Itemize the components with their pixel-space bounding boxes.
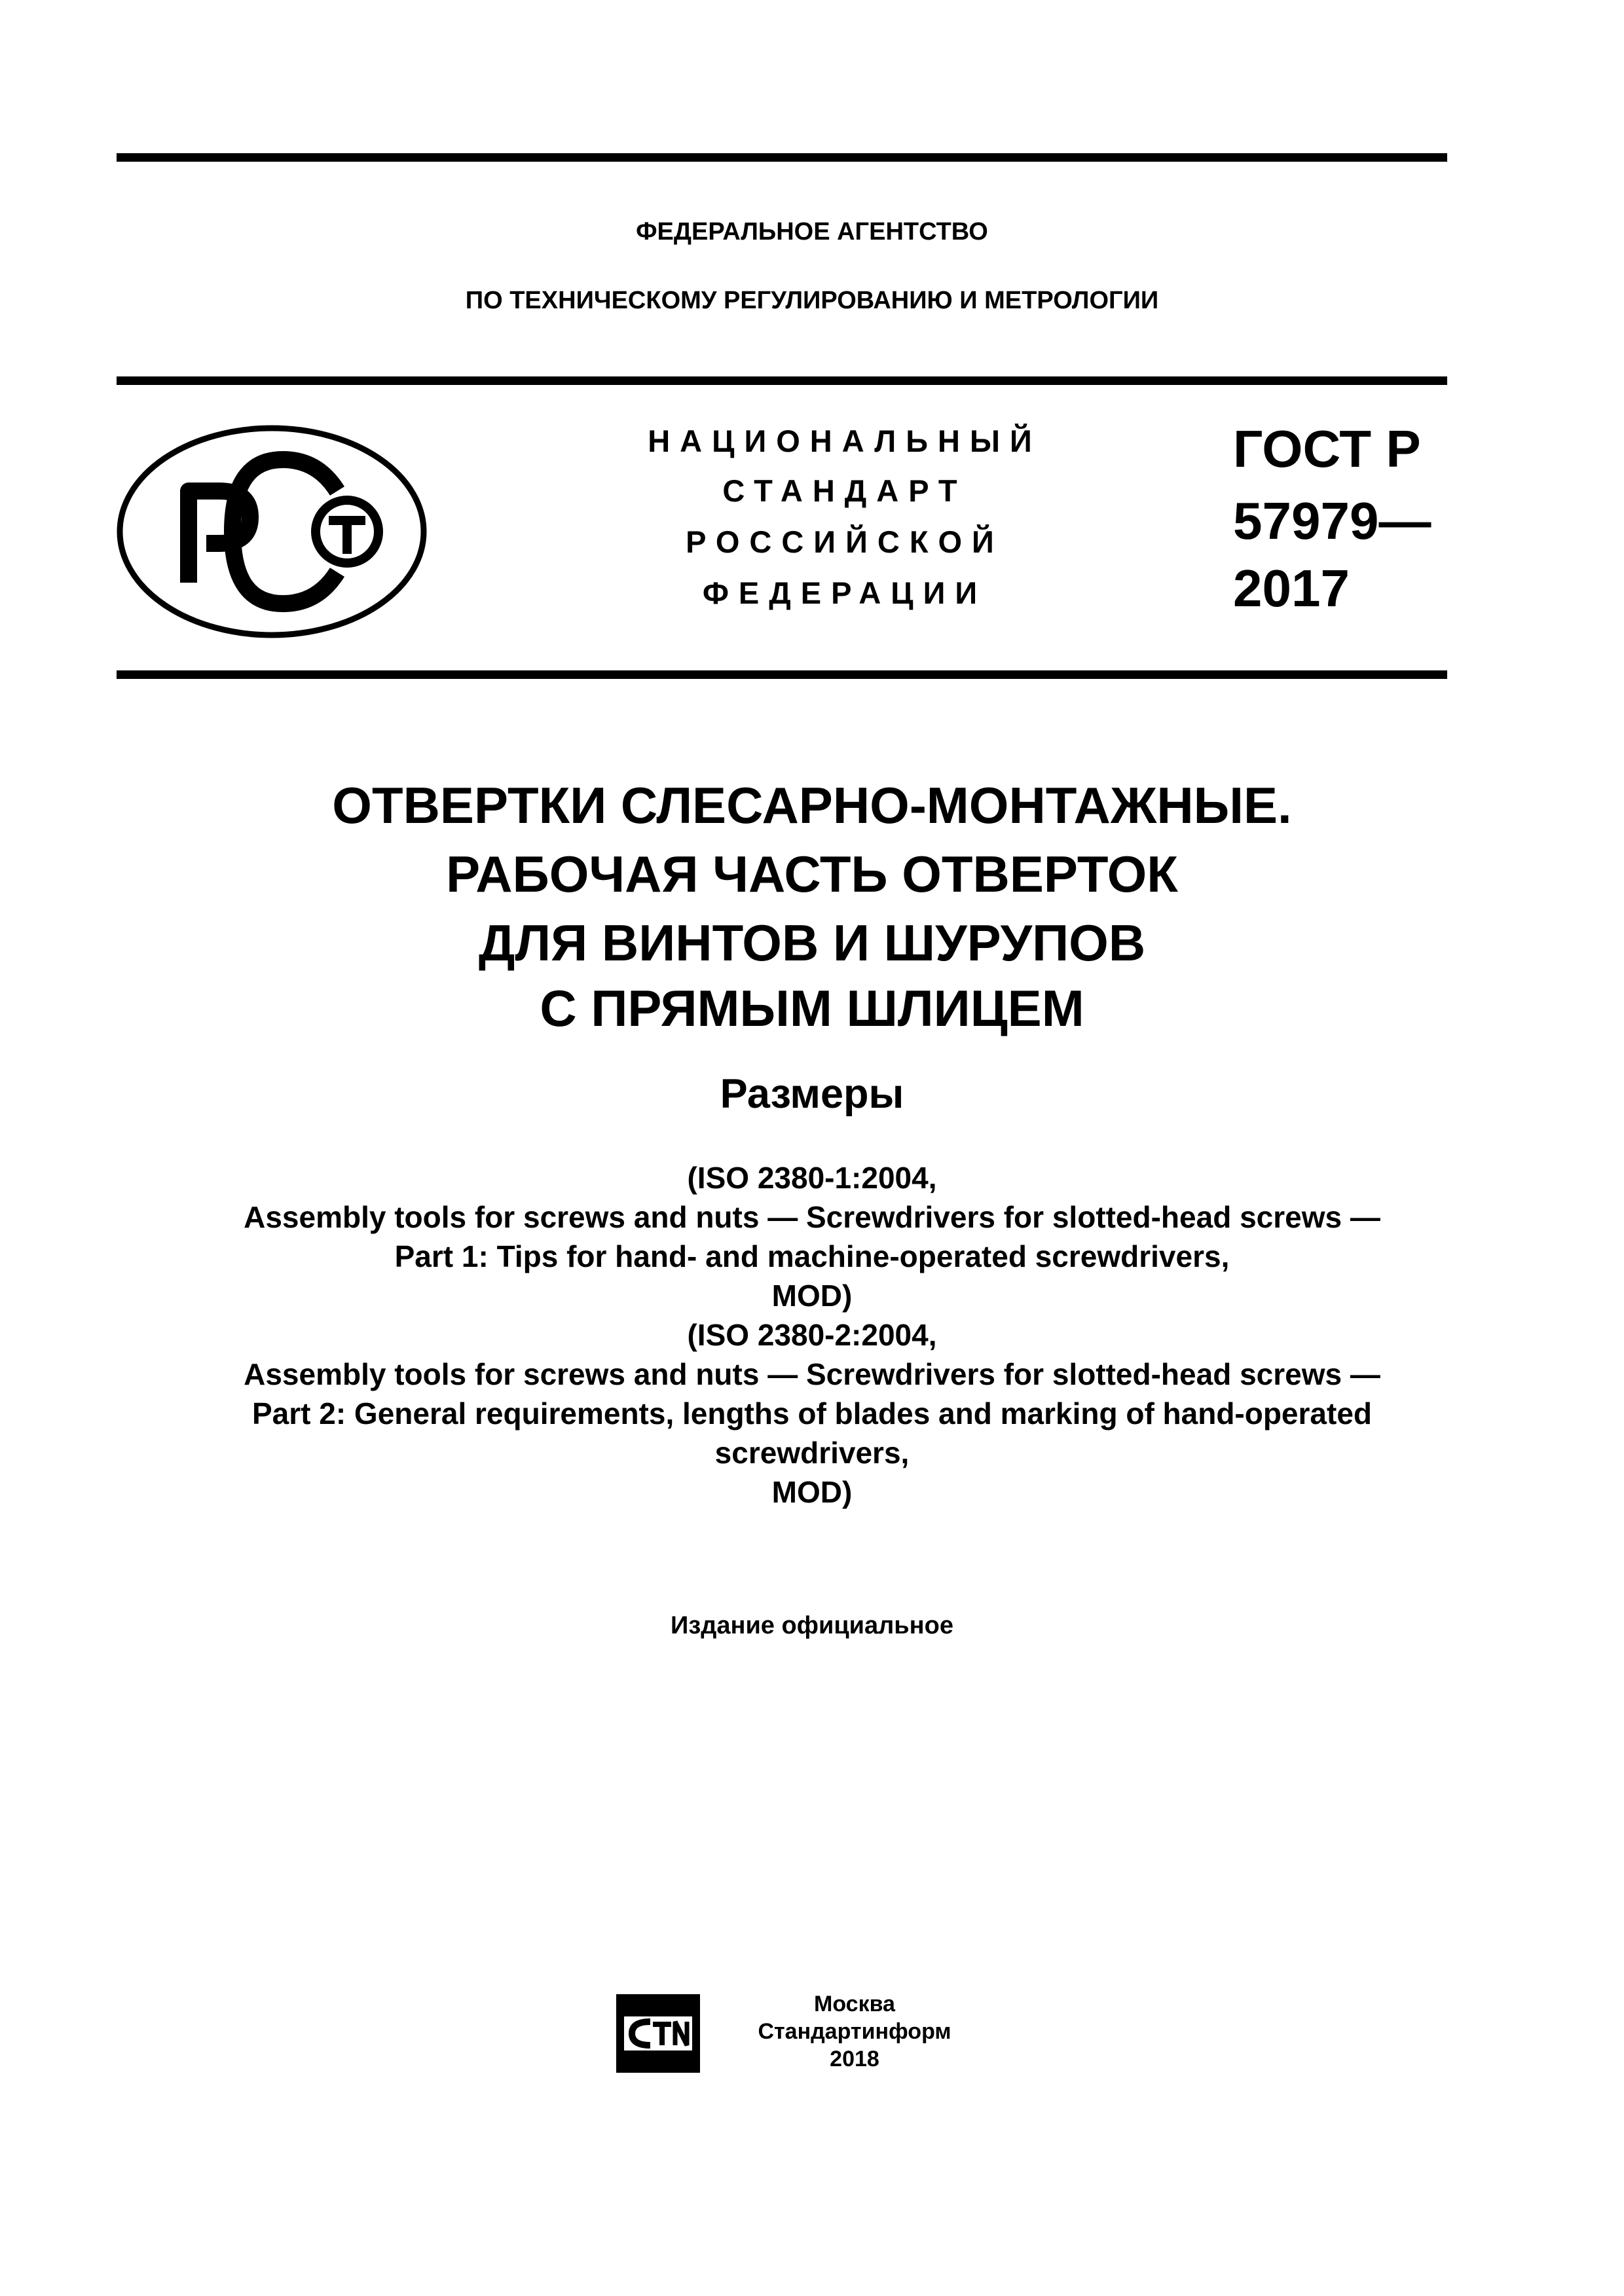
standard-code-line-2: 57979—	[1233, 492, 1431, 550]
publisher-name: Стандартинформ	[758, 2019, 951, 2044]
gost-r-logo	[111, 419, 432, 645]
publisher-city: Москва	[814, 1992, 895, 2016]
title-rule	[117, 670, 1447, 679]
standard-code-line-3: 2017	[1233, 559, 1350, 617]
reference-line-4: MOD)	[771, 1279, 853, 1313]
document-title-line-1: ОТВЕРТКИ СЛЕСАРНО-МОНТАЖНЫЕ.	[332, 776, 1292, 834]
agency-line-1: ФЕДЕРАЛЬНОЕ АГЕНТСТВО	[636, 218, 988, 246]
standard-type-line-1: НАЦИОНАЛЬНЫЙ	[648, 424, 1042, 458]
document-title-line-2: РАБОЧАЯ ЧАСТЬ ОТВЕРТОК	[446, 845, 1178, 903]
reference-line-3: Part 1: Tips for hand- and machine-operated screwdrivers,	[394, 1239, 1230, 1273]
edition-label: Издание официальное	[671, 1612, 953, 1639]
standard-type-line-2: СТАНДАРТ	[722, 473, 967, 508]
reference-line-2: Assembly tools for screws and nuts — Screwdrivers for slotted-head screws —	[244, 1200, 1380, 1234]
publisher-year: 2018	[830, 2047, 879, 2071]
document-subtitle: Размеры	[720, 1071, 904, 1117]
reference-line-6: Assembly tools for screws and nuts — Screwdrivers for slotted-head screws —	[244, 1357, 1380, 1391]
agency-line-2: ПО ТЕХНИЧЕСКОМУ РЕГУЛИРОВАНИЮ И МЕТРОЛОГИИ	[465, 287, 1159, 314]
reference-line-7: Part 2: General requirements, lengths of blades and marking of hand-operated	[251, 1396, 1373, 1430]
document-title-line-4: С ПРЯМЫМ ШЛИЦЕМ	[540, 979, 1084, 1037]
reference-line-9: MOD)	[771, 1475, 853, 1509]
reference-line-8: screwdrivers,	[714, 1436, 910, 1470]
standard-type-line-4: ФЕДЕРАЦИИ	[702, 575, 987, 610]
standartinform-logo	[612, 1990, 704, 2077]
reference-line-1: (ISO 2380-1:2004,	[687, 1161, 937, 1195]
top-rule	[117, 153, 1447, 162]
standard-code-line-1: ГОСТ Р	[1233, 420, 1421, 478]
standard-type-line-3: РОССИЙСКОЙ	[686, 524, 1004, 559]
reference-line-5: (ISO 2380-2:2004,	[687, 1318, 937, 1352]
header-rule	[117, 376, 1447, 385]
document-title-line-3: ДЛЯ ВИНТОВ И ШУРУПОВ	[478, 914, 1146, 972]
